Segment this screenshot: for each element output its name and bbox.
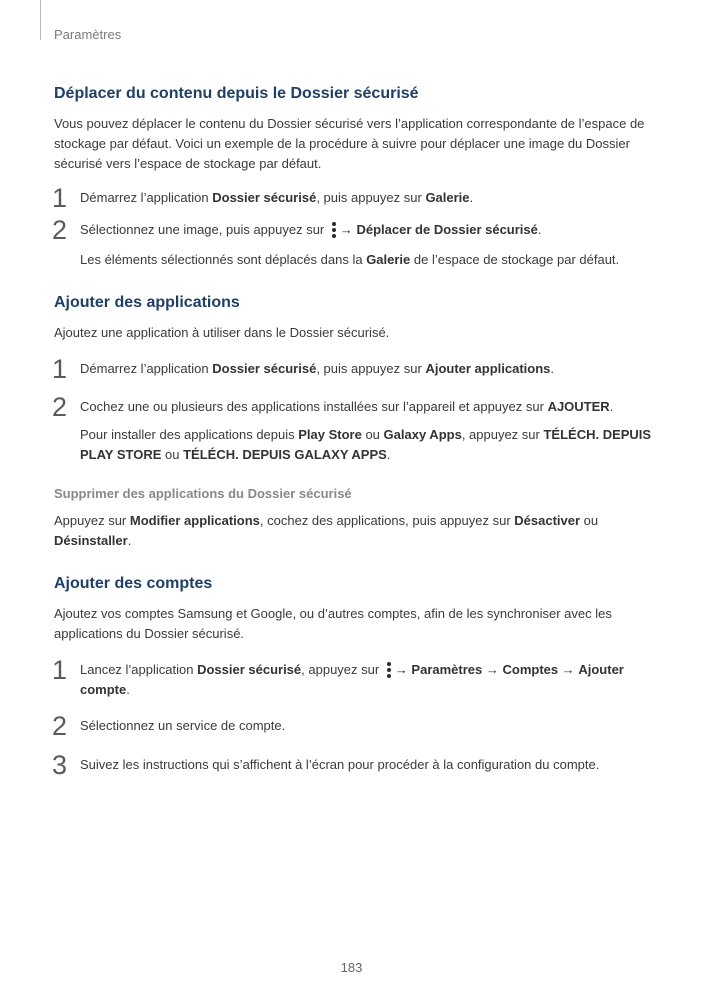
subsection-heading-remove-apps: Supprimer des applications du Dossier sécurisé — [54, 486, 352, 501]
page-header: Paramètres — [54, 27, 122, 42]
more-options-icon — [386, 661, 392, 678]
step-number: 2 — [52, 392, 68, 422]
subsection-text: Appuyez sur Modifier applications, cochez des applications, puis appuyez sur Désactiver ou Désinstaller. — [54, 513, 599, 548]
step-text: Suivez les instructions qui s’affichent à l’écran pour procéder à la configuration du compte. — [80, 757, 600, 772]
step-text: Sélectionnez un service de compte. — [80, 718, 286, 733]
step-2 — [52, 215, 654, 270]
step-2 — [52, 392, 654, 465]
section-intro: Ajoutez une application à utiliser dans le Dossier sécurisé. — [54, 325, 390, 340]
page-content — [52, 84, 654, 780]
step-2 — [52, 711, 654, 741]
section-heading-add-apps: Ajouter des applications — [54, 294, 240, 311]
step-text: Démarrez l’application Dossier sécurisé, puis appuyez sur Galerie. — [80, 190, 474, 205]
step-text: Sélectionnez une image, puis appuyez sur → Déplacer de Dossier sécurisé. — [80, 222, 542, 237]
step-number: 1 — [52, 183, 68, 213]
more-options-icon — [331, 221, 337, 238]
step-number: 1 — [52, 354, 68, 384]
step-1 — [52, 655, 654, 700]
step-1 — [52, 183, 654, 213]
step-number: 2 — [52, 711, 68, 741]
page-number: 183 — [340, 960, 363, 975]
step-note: Les éléments sélectionnés sont déplacés dans la Galerie de l’espace de stockage par défaut. — [80, 252, 620, 267]
step-text: Démarrez l’application Dossier sécurisé, puis appuyez sur Ajouter applications. — [80, 361, 555, 376]
step-3 — [52, 750, 654, 780]
step-number: 3 — [52, 750, 68, 780]
header-rule — [40, 0, 41, 40]
step-number: 2 — [52, 215, 68, 245]
section-heading-move-content: Déplacer du contenu depuis le Dossier sécurisé — [54, 85, 419, 102]
section-heading-add-accounts: Ajouter des comptes — [54, 575, 213, 592]
step-note: Pour installer des applications depuis Play Store ou Galaxy Apps, appuyez sur TÉLÉCH. DEPUIS PLAY STORE ou TÉLÉCH. DEPUIS GALAXY APPS. — [80, 427, 652, 462]
step-1 — [52, 354, 654, 384]
section-intro: Vous pouvez déplacer le contenu du Dossier sécurisé vers l’application correspondante de l’espace de stockage par défaut. Voici un exemple de la procédure à suivre pour déplacer une image du Dossier sécurisé vers l’espace de stockage par défaut. — [54, 116, 645, 171]
step-text: Cochez une ou plusieurs des applications installées sur l’appareil et appuyez sur AJOUTER. — [80, 399, 614, 414]
section-intro: Ajoutez vos comptes Samsung et Google, ou d’autres comptes, afin de les synchroniser avec les applications du Dossier sécurisé. — [54, 606, 612, 641]
step-text: Lancez l’application Dossier sécurisé, appuyez sur → Paramètres → Comptes → Ajouter compte. — [80, 662, 624, 697]
step-number: 1 — [52, 655, 68, 685]
